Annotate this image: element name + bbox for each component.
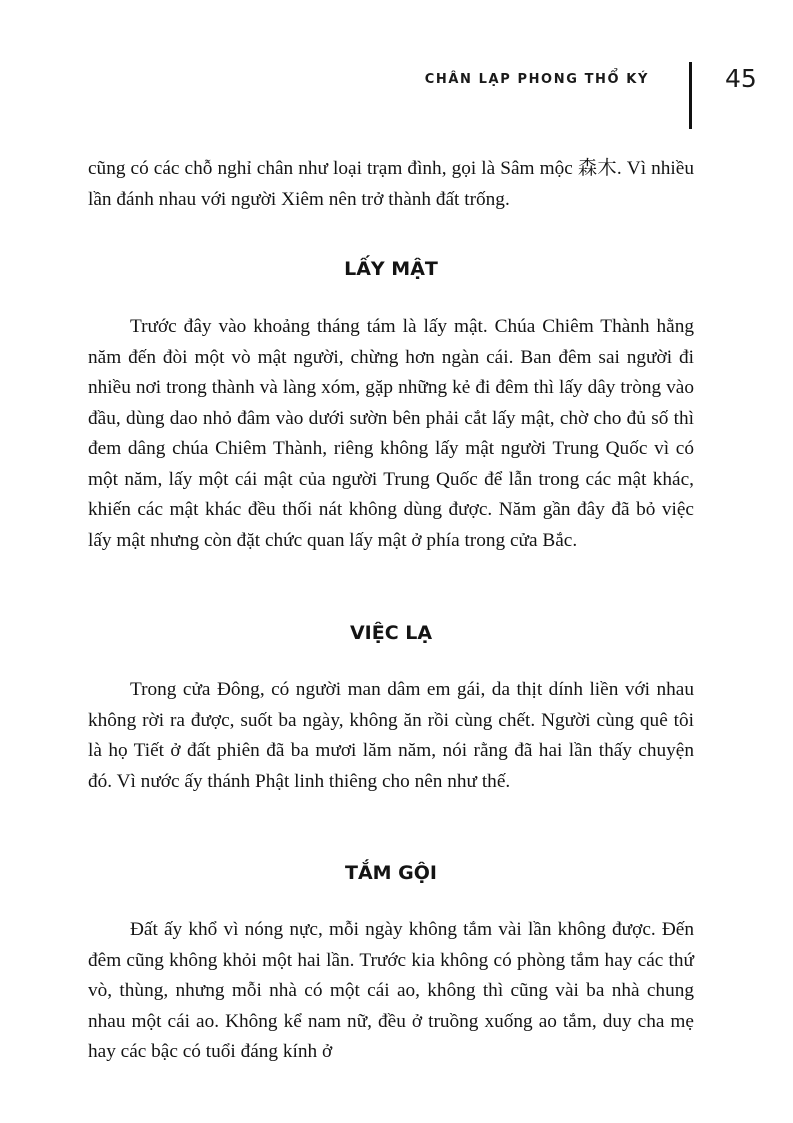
running-title: CHÂN LẠP PHONG THỔ KÝ — [424, 72, 649, 87]
section-heading-lay-mat: LẤY MẬT — [344, 258, 438, 280]
section-paragraph-tam-goi: Đất ấy khổ vì nóng nực, mỗi ngày không tắm vài lần không được. Đến đêm cũng không khỏi một hai lần. Trước kia không có phòng tắm hay các thứ vò, thùng, nhưng mỗi nhà có một cái ao, không thì cũng vài ba nhà chung nhau một cái ao. Không kể nam nữ, đều ở truồng xuống ao tắm, duy cha mẹ hay các bậc có tuổi đáng kính ở — [88, 919, 694, 1062]
section-paragraph-viec-la: Trong cửa Đông, có người man dâm em gái, da thịt dính liền với nhau không rời ra được, suốt ba ngày, không ăn rồi cùng chết. Người cùng quê tôi là họ Tiết ở đất phiên đã ba mươi lăm năm, nói rằng đã hai lần thấy chuyện đó. Vì nước ấy thánh Phật linh thiêng cho nên như thế. — [88, 679, 694, 792]
section-heading-tam-goi: TẮM GỘI — [344, 862, 437, 884]
intro-paragraph: cũng có các chỗ nghỉ chân như loại trạm đình, gọi là Sâm mộc 森木. Vì nhiều lần đánh nhau với người Xiêm nên trở thành đất trống. — [88, 158, 694, 210]
section-paragraph-lay-mat: Trước đây vào khoảng tháng tám là lấy mật. Chúa Chiêm Thành hằng năm đến đòi một vò mật người, chừng hơn ngàn cái. Ban đêm sai người đi nhiều nơi trong thành và làng xóm, gặp những kẻ đi đêm thì lấy dây tròng vào đầu, dùng dao nhỏ đâm vào dưới sườn bên phải cắt lấy mật, chờ cho đủ số thì đem dâng chúa Chiêm Thành, riêng không lấy mật người Trung Quốc vì có một năm, lấy một cái mật của người Trung Quốc để lẫn trong các mật khác, khiến các mật khác đều thối nát không dùng được. Năm gần đây đã bỏ việc lấy mật nhưng còn đặt chức quan lấy mật ở phía trong cửa Bắc. — [88, 316, 694, 551]
header-divider — [689, 62, 692, 129]
section-heading-viec-la: VIỆC LẠ — [349, 622, 433, 644]
page-number: 45 — [725, 64, 757, 93]
